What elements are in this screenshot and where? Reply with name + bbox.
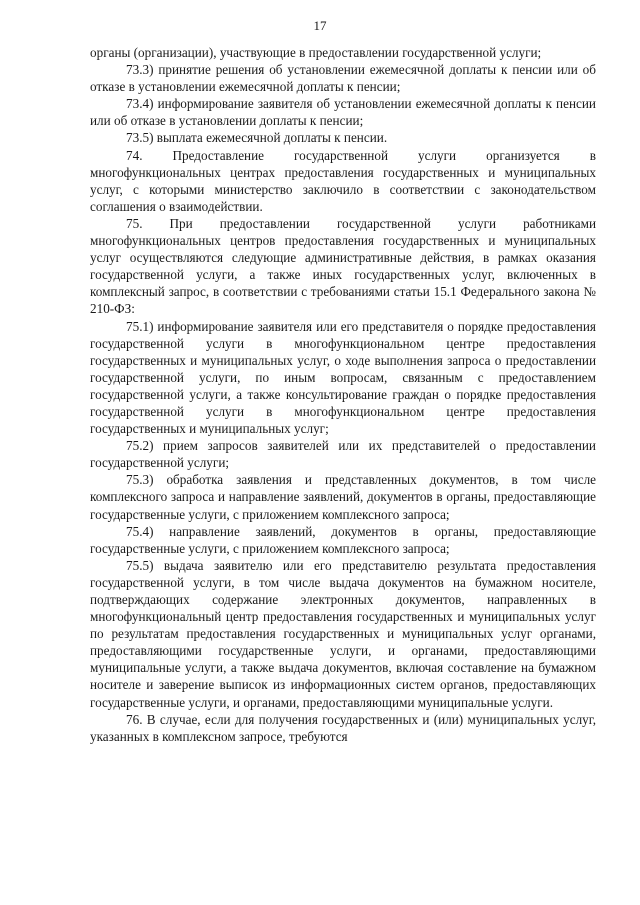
document-body [90, 44, 596, 745]
page-number: 17 [313, 18, 327, 33]
paragraph-73-5: 73.5) выплата ежемесячной доплаты к пенсии. [126, 130, 388, 146]
paragraph-73-4: 73.4) информирование заявителя об установлении ежемесячной доплаты к пенсии или об отказе в установлении доплаты к пенсии; [90, 96, 596, 129]
paragraph-continuation: органы (организации), участвующие в предоставлении государственной услуги; [90, 45, 542, 60]
paragraph-75-4: 75.4) направление заявлений, документов в органы, предоставляющие государственные услуги, с приложением комплексного запроса; [90, 523, 596, 556]
paragraph-74: 74. Предоставление государственной услуги организуется в многофункциональных центрах предоставления государственных и муниципальных услуг, с которыми министерство заключило в соответствии с законодательством соглашения о взаимодействии. [90, 147, 596, 214]
paragraph-73-3: 73.3) принятие решения об установлении ежемесячной доплаты к пенсии или об отказе в установлении ежемесячной доплаты к пенсии; [90, 62, 596, 95]
paragraph-76: 76. В случае, если для получения государственных и (или) муниципальных услуг, указанных в комплексном запросе, требуются [90, 711, 596, 744]
paragraph-75-5: 75.5) выдача заявителю или его представителю результата предоставления государственной услуги, в том числе выдача документов на бумажном носителе, подтверждающих содержание электронных документов, направленных в многофункциональный центр предоставления государственных и муниципальных услуг по результатам предоставления государственных и муниципальных услуг органами, предоставляющими государственные услуги, и органами, предоставляющими муниципальные услуги, а также выдача документов, включая составление на бумажном носителе и заверение выписок из информационных систем органов, предоставляющих государственные услуги, и органами, предоставляющими муниципальные услуги. [90, 557, 596, 710]
paragraph-75-3: 75.3) обработка заявления и представленных документов, в том числе комплексного запроса и направление заявлений, документов в органы, предоставляющие государственные услуги, с приложением комплексного запроса; [90, 472, 596, 522]
paragraph-75: 75. При предоставлении государственной услуги работниками многофункциональных центров предоставления государственных и муниципальных услуг осуществляются следующие административные действия, в рамках оказания государственной услуги, а также иных государственных услуг, включенных в комплексный запрос, в соответствии с требованиями статьи 15.1 Федерального закона № 210-ФЗ: [90, 215, 596, 317]
paragraph-75-1: 75.1) информирование заявителя или его представителя о порядке предоставления государственной услуги в многофункциональном центре предоставления государственных и муниципальных услуг, о ходе выполнения запроса о предоставлении государственной услуги, по иным вопросам, связанным с предоставлением государственной услуги, а также консультирование граждан о порядке предоставления государственной услуги в многофункциональном центре предоставления государственных и муниципальных услуг; [90, 318, 596, 437]
paragraph-75-2: 75.2) прием запросов заявителей или их представителей о предоставлении государственной услуги; [90, 438, 596, 471]
